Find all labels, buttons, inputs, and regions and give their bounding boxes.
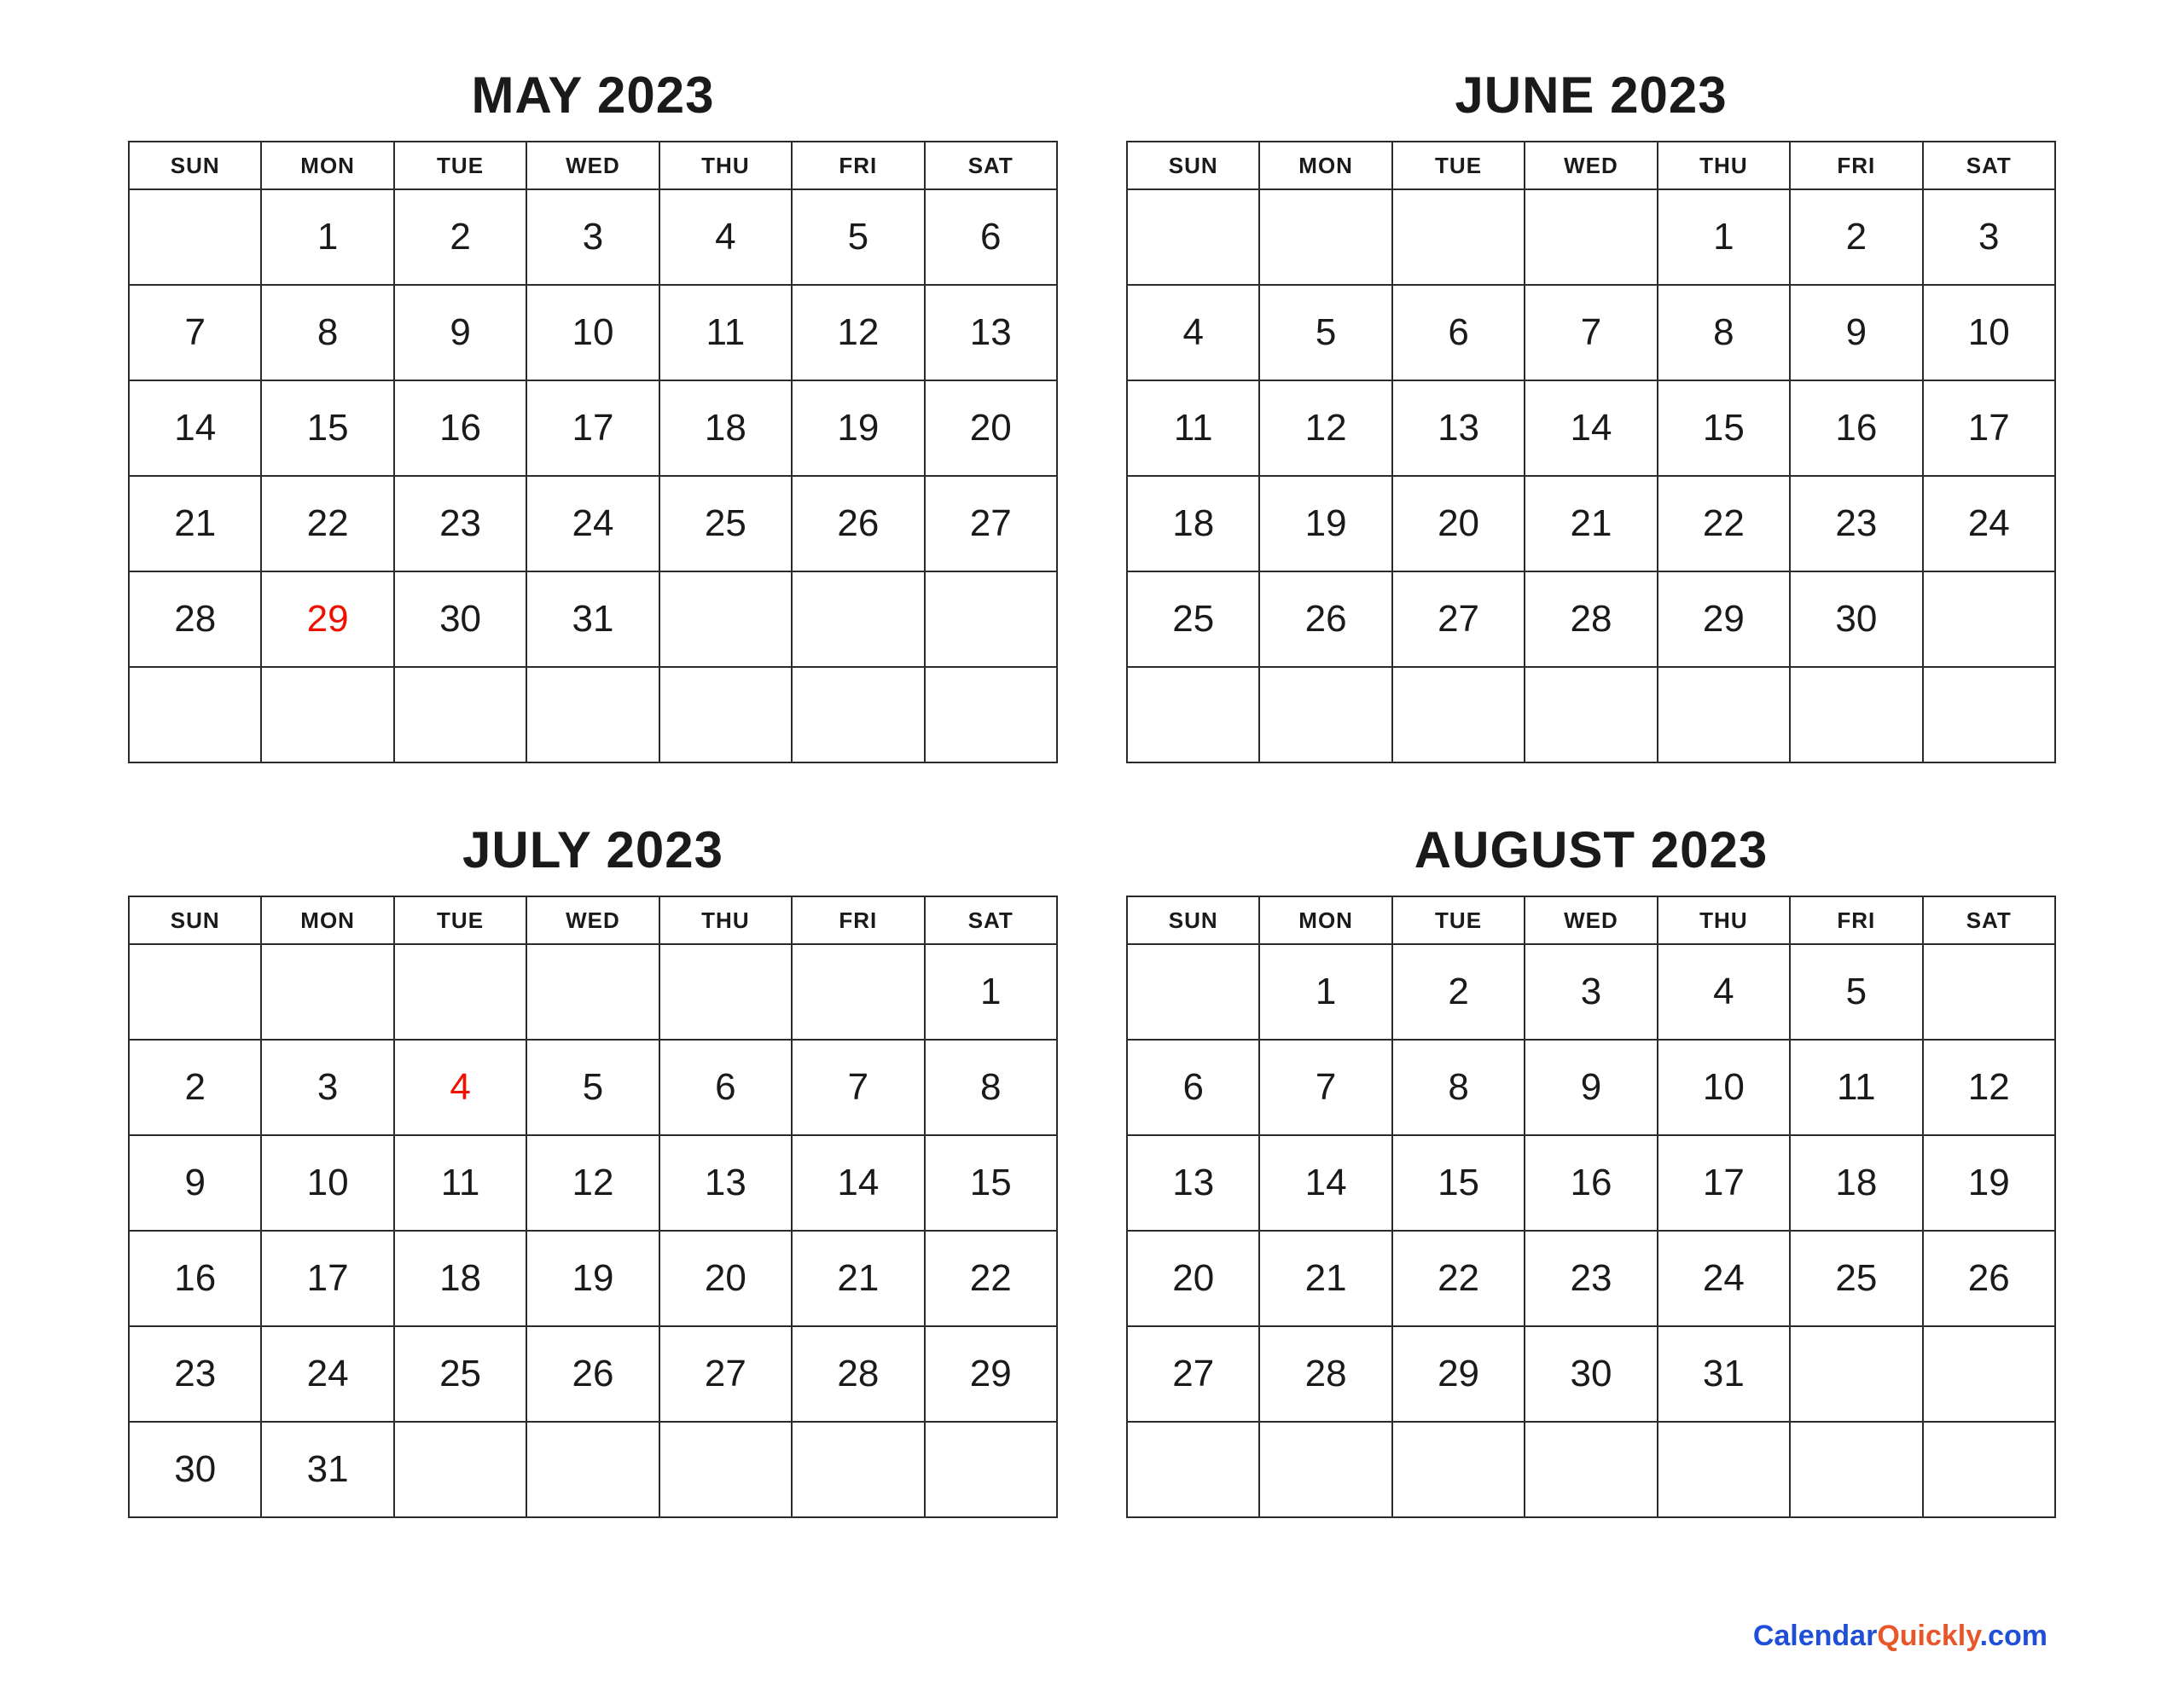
day-cell[interactable]: 11 <box>659 285 792 380</box>
day-cell[interactable]: 22 <box>925 1231 1057 1326</box>
day-cell-empty <box>1392 1422 1525 1517</box>
day-cell[interactable]: 28 <box>1525 571 1657 667</box>
day-cell[interactable]: 12 <box>1259 380 1391 476</box>
day-cell[interactable]: 28 <box>1259 1326 1391 1422</box>
day-cell[interactable]: 24 <box>526 476 659 571</box>
day-cell[interactable]: 21 <box>792 1231 924 1326</box>
day-cell[interactable]: 22 <box>1658 476 1790 571</box>
day-cell-empty <box>659 571 792 667</box>
day-cell[interactable]: 11 <box>1127 380 1259 476</box>
day-cell[interactable]: 5 <box>1790 944 1922 1040</box>
day-cell-empty <box>1392 189 1525 285</box>
week-row <box>1127 285 2055 380</box>
weekday-header: SAT <box>1923 896 2055 944</box>
day-cell[interactable]: 12 <box>1923 1040 2055 1135</box>
brand-part-calendar: Calendar <box>1752 1620 1878 1652</box>
weekday-header: SUN <box>1127 142 1259 189</box>
day-cell[interactable]: 31 <box>1658 1326 1790 1422</box>
weekday-header: TUE <box>394 142 526 189</box>
weekday-header: SAT <box>1923 142 2055 189</box>
week-row <box>129 1326 1057 1422</box>
day-cell[interactable]: 8 <box>1658 285 1790 380</box>
day-cell[interactable]: 23 <box>1525 1231 1657 1326</box>
calendar-grid <box>128 68 2056 1518</box>
week-row <box>129 571 1057 667</box>
weekday-header: WED <box>1525 142 1657 189</box>
day-cell-empty <box>1259 1422 1391 1517</box>
day-cell[interactable]: 7 <box>792 1040 924 1135</box>
day-cell[interactable]: 5 <box>1259 285 1391 380</box>
day-cell[interactable]: 4 <box>659 189 792 285</box>
day-cell[interactable]: 8 <box>925 1040 1057 1135</box>
day-cell-empty <box>526 944 659 1040</box>
day-cell[interactable]: 10 <box>1923 285 2055 380</box>
weekday-header: MON <box>1259 142 1391 189</box>
day-cell[interactable]: 22 <box>1392 1231 1525 1326</box>
day-cell[interactable]: 26 <box>792 476 924 571</box>
day-cell-empty <box>526 667 659 762</box>
day-cell[interactable]: 19 <box>1259 476 1391 571</box>
day-cell-empty <box>1923 571 2055 667</box>
week-row <box>129 285 1057 380</box>
weekday-header: SUN <box>1127 896 1259 944</box>
day-cell-empty <box>792 944 924 1040</box>
day-cell[interactable]: 7 <box>129 285 261 380</box>
day-cell-empty <box>1525 1422 1657 1517</box>
day-cell-empty <box>1923 667 2055 762</box>
day-cell[interactable]: 24 <box>1658 1231 1790 1326</box>
weekday-header: WED <box>1525 896 1657 944</box>
day-cell[interactable]: 29 <box>1658 571 1790 667</box>
day-cell[interactable]: 30 <box>1525 1326 1657 1422</box>
day-cell[interactable]: 8 <box>261 285 393 380</box>
day-cell[interactable]: 28 <box>792 1326 924 1422</box>
day-cell[interactable]: 25 <box>1790 1231 1922 1326</box>
month-title: JUNE 2023 <box>1455 67 1728 124</box>
day-cell[interactable]: 13 <box>1392 380 1525 476</box>
day-cell[interactable]: 23 <box>394 476 526 571</box>
week-row <box>129 476 1057 571</box>
day-cell[interactable]: 9 <box>129 1135 261 1231</box>
day-cell-empty <box>129 667 261 762</box>
day-cell[interactable]: 11 <box>1790 1040 1922 1135</box>
day-cell[interactable]: 7 <box>1259 1040 1391 1135</box>
day-cell[interactable]: 13 <box>659 1135 792 1231</box>
day-cell[interactable]: 17 <box>526 380 659 476</box>
day-cell[interactable]: 15 <box>1658 380 1790 476</box>
week-row <box>1127 1326 2055 1422</box>
day-cell[interactable]: 11 <box>394 1135 526 1231</box>
day-cell-empty <box>792 571 924 667</box>
day-cell[interactable]: 24 <box>1923 476 2055 571</box>
day-cell[interactable]: 24 <box>261 1326 393 1422</box>
day-cell[interactable]: 30 <box>129 1422 261 1517</box>
day-cell-empty <box>1790 1326 1922 1422</box>
day-cell[interactable]: 23 <box>129 1326 261 1422</box>
month-table <box>128 141 1058 763</box>
month-title: MAY 2023 <box>471 67 715 124</box>
month-title: AUGUST 2023 <box>1414 821 1769 878</box>
day-cell[interactable]: 14 <box>1525 380 1657 476</box>
week-row <box>1127 944 2055 1040</box>
day-cell[interactable]: 31 <box>526 571 659 667</box>
month-table <box>1126 141 2056 763</box>
day-cell[interactable]: 18 <box>1790 1135 1922 1231</box>
day-cell-empty <box>1923 1422 2055 1517</box>
day-cell-empty <box>1127 944 1259 1040</box>
day-cell-empty <box>129 189 261 285</box>
day-cell[interactable]: 20 <box>659 1231 792 1326</box>
day-cell[interactable]: 6 <box>659 1040 792 1135</box>
day-cell[interactable]: 6 <box>925 189 1057 285</box>
week-row <box>129 189 1057 285</box>
day-cell[interactable]: 20 <box>925 380 1057 476</box>
day-cell-empty <box>659 667 792 762</box>
day-cell[interactable]: 15 <box>1392 1135 1525 1231</box>
day-cell[interactable]: 21 <box>1525 476 1657 571</box>
day-cell[interactable]: 27 <box>1392 571 1525 667</box>
week-row <box>129 380 1057 476</box>
day-cell[interactable]: 17 <box>1923 380 2055 476</box>
day-cell-empty <box>1127 667 1259 762</box>
day-cell[interactable]: 20 <box>1392 476 1525 571</box>
day-cell[interactable]: 23 <box>1790 476 1922 571</box>
month-block <box>128 68 1058 763</box>
day-cell[interactable]: 21 <box>129 476 261 571</box>
brand-part-quickly: Quickly <box>1877 1620 1980 1652</box>
day-cell[interactable]: 3 <box>1525 944 1657 1040</box>
day-cell[interactable]: 1 <box>261 189 393 285</box>
weekday-header: FRI <box>1790 142 1922 189</box>
calendarquickly-logo[interactable] <box>1753 1620 2048 1653</box>
weekday-header: SUN <box>129 896 261 944</box>
day-cell[interactable]: 5 <box>792 189 924 285</box>
day-cell[interactable]: 25 <box>1127 571 1259 667</box>
weekday-header: WED <box>526 896 659 944</box>
day-cell[interactable]: 26 <box>1923 1231 2055 1326</box>
day-cell[interactable]: 14 <box>1259 1135 1391 1231</box>
month-block <box>128 823 1058 1518</box>
weekday-header: TUE <box>394 896 526 944</box>
day-cell[interactable]: 1 <box>1658 189 1790 285</box>
day-cell[interactable]: 3 <box>526 189 659 285</box>
week-row <box>1127 189 2055 285</box>
day-cell[interactable]: 9 <box>1790 285 1922 380</box>
day-cell[interactable]: 9 <box>1525 1040 1657 1135</box>
day-cell[interactable]: 31 <box>261 1422 393 1517</box>
weekday-header: FRI <box>792 896 924 944</box>
weekday-header: WED <box>526 142 659 189</box>
weekday-header-row <box>129 896 1057 944</box>
month-table <box>1126 896 2056 1518</box>
day-cell[interactable]: 16 <box>1525 1135 1657 1231</box>
day-cell[interactable]: 28 <box>129 571 261 667</box>
day-cell[interactable]: 4 <box>394 1040 526 1135</box>
day-cell[interactable]: 4 <box>1127 285 1259 380</box>
day-cell-empty <box>1923 944 2055 1040</box>
day-cell[interactable]: 12 <box>526 1135 659 1231</box>
week-row <box>1127 1135 2055 1231</box>
day-cell-empty <box>394 944 526 1040</box>
day-cell[interactable]: 22 <box>261 476 393 571</box>
day-cell-empty <box>1259 667 1391 762</box>
day-cell[interactable]: 25 <box>659 476 792 571</box>
weekday-header-row <box>129 142 1057 189</box>
week-row <box>129 1040 1057 1135</box>
day-cell[interactable]: 19 <box>526 1231 659 1326</box>
day-cell[interactable]: 15 <box>261 380 393 476</box>
day-cell[interactable]: 9 <box>394 285 526 380</box>
day-cell[interactable]: 10 <box>261 1135 393 1231</box>
day-cell-empty <box>394 1422 526 1517</box>
day-cell[interactable]: 16 <box>1790 380 1922 476</box>
day-cell-empty <box>1658 667 1790 762</box>
day-cell[interactable]: 3 <box>261 1040 393 1135</box>
day-cell-empty <box>792 667 924 762</box>
day-cell-empty <box>1525 189 1657 285</box>
day-cell[interactable]: 2 <box>1790 189 1922 285</box>
day-cell[interactable]: 3 <box>1923 189 2055 285</box>
weekday-header-row <box>1127 896 2055 944</box>
day-cell[interactable]: 26 <box>1259 571 1391 667</box>
day-cell[interactable]: 18 <box>1127 476 1259 571</box>
weekday-header: MON <box>261 896 393 944</box>
day-cell-empty <box>261 944 393 1040</box>
day-cell[interactable]: 8 <box>1392 1040 1525 1135</box>
week-row <box>129 1231 1057 1326</box>
day-cell-empty <box>1127 1422 1259 1517</box>
day-cell[interactable]: 1 <box>1259 944 1391 1040</box>
day-cell[interactable]: 13 <box>925 285 1057 380</box>
day-cell[interactable]: 17 <box>261 1231 393 1326</box>
day-cell[interactable]: 16 <box>394 380 526 476</box>
day-cell-empty <box>925 667 1057 762</box>
day-cell[interactable]: 26 <box>526 1326 659 1422</box>
day-cell-empty <box>1790 667 1922 762</box>
day-cell[interactable]: 19 <box>792 380 924 476</box>
weekday-header-row <box>1127 142 2055 189</box>
day-cell[interactable]: 29 <box>261 571 393 667</box>
week-row <box>129 944 1057 1040</box>
day-cell[interactable]: 17 <box>1658 1135 1790 1231</box>
day-cell-empty <box>129 944 261 1040</box>
weekday-header: THU <box>1658 896 1790 944</box>
week-row <box>1127 1040 2055 1135</box>
day-cell[interactable]: 10 <box>1658 1040 1790 1135</box>
week-row <box>129 667 1057 762</box>
day-cell-empty <box>1127 189 1259 285</box>
day-cell[interactable]: 13 <box>1127 1135 1259 1231</box>
day-cell[interactable]: 25 <box>394 1326 526 1422</box>
day-cell[interactable]: 16 <box>129 1231 261 1326</box>
week-row <box>129 1135 1057 1231</box>
day-cell[interactable]: 6 <box>1392 285 1525 380</box>
weekday-header: MON <box>261 142 393 189</box>
day-cell[interactable]: 7 <box>1525 285 1657 380</box>
page-footer <box>128 1594 2056 1653</box>
weekday-header: SAT <box>925 896 1057 944</box>
day-cell[interactable]: 30 <box>394 571 526 667</box>
day-cell[interactable]: 18 <box>659 380 792 476</box>
day-cell-empty <box>261 667 393 762</box>
day-cell[interactable]: 5 <box>526 1040 659 1135</box>
day-cell[interactable]: 15 <box>925 1135 1057 1231</box>
day-cell[interactable]: 27 <box>659 1326 792 1422</box>
day-cell-empty <box>925 1422 1057 1517</box>
day-cell[interactable]: 2 <box>1392 944 1525 1040</box>
weekday-header: TUE <box>1392 896 1525 944</box>
month-block <box>1126 823 2056 1518</box>
week-row <box>1127 667 2055 762</box>
day-cell-empty <box>659 1422 792 1517</box>
weekday-header: THU <box>1658 142 1790 189</box>
week-row <box>1127 380 2055 476</box>
day-cell[interactable]: 18 <box>394 1231 526 1326</box>
day-cell[interactable]: 4 <box>1658 944 1790 1040</box>
day-cell[interactable]: 27 <box>1127 1326 1259 1422</box>
weekday-header: MON <box>1259 896 1391 944</box>
day-cell-empty <box>394 667 526 762</box>
day-cell[interactable]: 30 <box>1790 571 1922 667</box>
weekday-header: THU <box>659 142 792 189</box>
day-cell-empty <box>792 1422 924 1517</box>
day-cell-empty <box>526 1422 659 1517</box>
day-cell[interactable]: 29 <box>925 1326 1057 1422</box>
day-cell-empty <box>925 571 1057 667</box>
month-block <box>1126 68 2056 763</box>
day-cell[interactable]: 14 <box>129 380 261 476</box>
weekday-header: SUN <box>129 142 261 189</box>
week-row <box>129 1422 1057 1517</box>
day-cell-empty <box>1392 667 1525 762</box>
week-row <box>1127 571 2055 667</box>
day-cell[interactable]: 19 <box>1923 1135 2055 1231</box>
day-cell-empty <box>659 944 792 1040</box>
week-row <box>1127 1231 2055 1326</box>
day-cell[interactable]: 27 <box>925 476 1057 571</box>
day-cell[interactable]: 12 <box>792 285 924 380</box>
weekday-header: TUE <box>1392 142 1525 189</box>
day-cell[interactable]: 21 <box>1259 1231 1391 1326</box>
weekday-header: FRI <box>1790 896 1922 944</box>
day-cell[interactable]: 14 <box>792 1135 924 1231</box>
day-cell-empty <box>1525 667 1657 762</box>
day-cell[interactable]: 2 <box>394 189 526 285</box>
day-cell[interactable]: 10 <box>526 285 659 380</box>
weekday-header: FRI <box>792 142 924 189</box>
day-cell-empty <box>1790 1422 1922 1517</box>
day-cell[interactable]: 1 <box>925 944 1057 1040</box>
day-cell-empty <box>1658 1422 1790 1517</box>
day-cell-empty <box>1259 189 1391 285</box>
day-cell[interactable]: 2 <box>129 1040 261 1135</box>
week-row <box>1127 476 2055 571</box>
week-row <box>1127 1422 2055 1517</box>
brand-part-domain: .com <box>1979 1620 2048 1652</box>
month-title: JULY 2023 <box>462 821 723 878</box>
weekday-header: SAT <box>925 142 1057 189</box>
day-cell[interactable]: 29 <box>1392 1326 1525 1422</box>
day-cell[interactable]: 6 <box>1127 1040 1259 1135</box>
day-cell-empty <box>1923 1326 2055 1422</box>
day-cell[interactable]: 20 <box>1127 1231 1259 1326</box>
month-table <box>128 896 1058 1518</box>
weekday-header: THU <box>659 896 792 944</box>
